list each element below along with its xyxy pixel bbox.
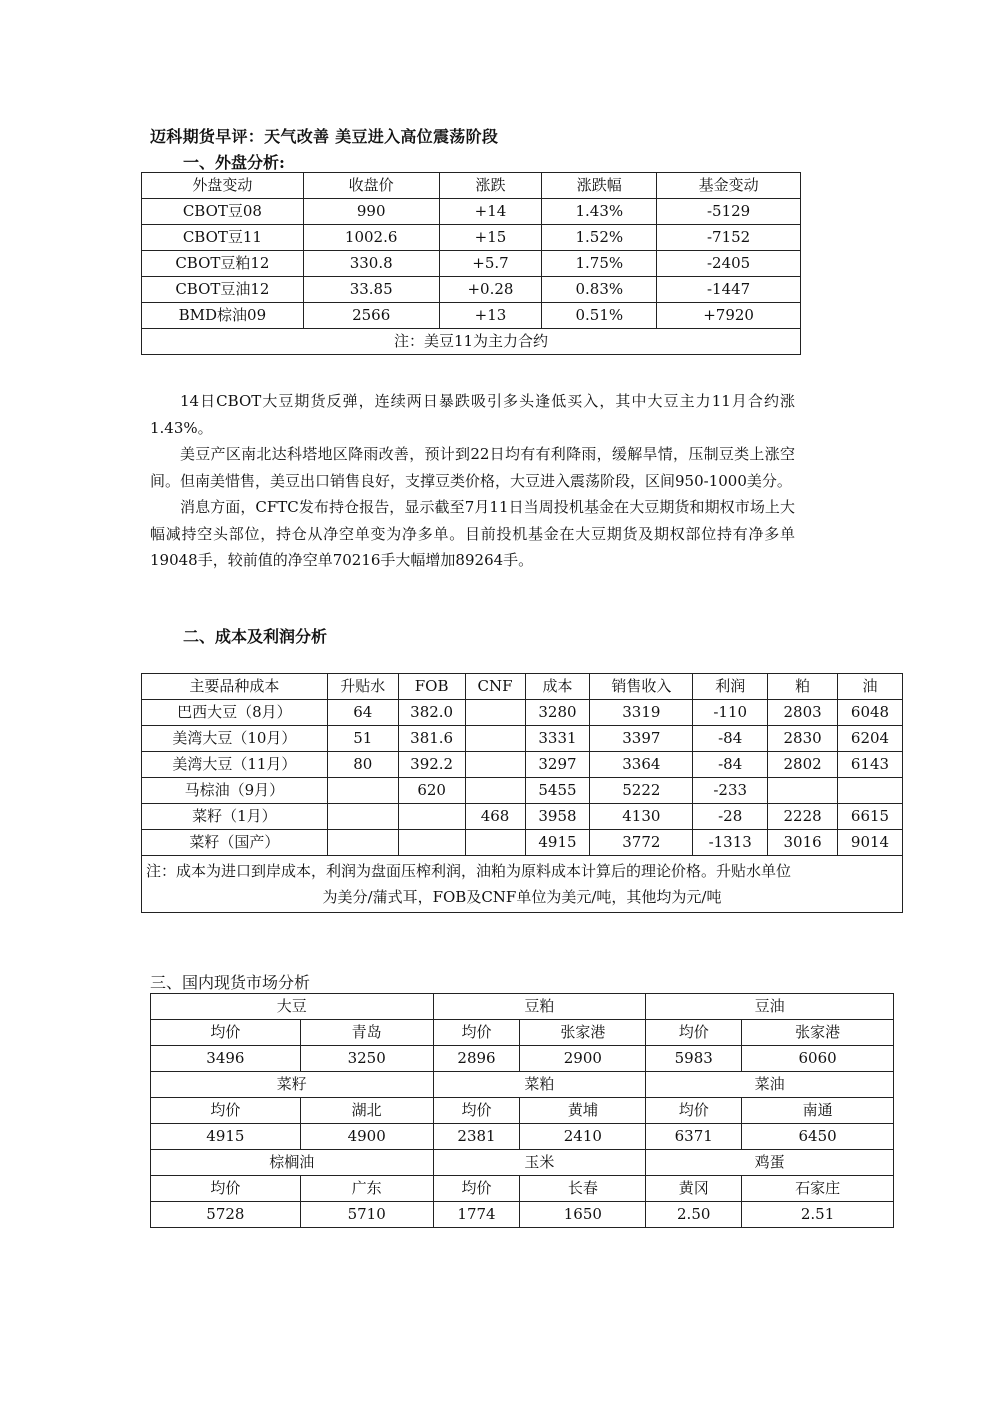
commodity-name: 豆粕 <box>433 994 646 1020</box>
table-row <box>142 700 903 726</box>
table-row <box>142 251 801 277</box>
table-cell: 51 <box>327 726 398 752</box>
note-line: 为美分/蒲式耳，FOB及CNF单位为美元/吨，其他均为元/吨 <box>322 888 722 906</box>
table-cell: 80 <box>327 752 398 778</box>
table-cell: 392.2 <box>398 752 465 778</box>
table-cell <box>327 830 398 856</box>
table-cell: 330.8 <box>303 251 439 277</box>
spot-market-table <box>150 993 894 1228</box>
column-header: 销售收入 <box>590 674 693 700</box>
price-value: 1774 <box>433 1202 520 1228</box>
table-cell: 1.75% <box>542 251 657 277</box>
column-header: 升贴水 <box>327 674 398 700</box>
price-value-row <box>151 1202 894 1228</box>
table-cell: +15 <box>439 225 542 251</box>
table-cell <box>465 830 525 856</box>
price-label: 张家港 <box>742 1020 894 1046</box>
table-cell: 0.51% <box>542 303 657 329</box>
table-cell: 6615 <box>838 804 903 830</box>
table-note-row <box>142 856 903 913</box>
table-cell: 3016 <box>768 830 838 856</box>
price-value: 4915 <box>151 1124 301 1150</box>
table-cell: 美湾大豆（11月） <box>142 752 328 778</box>
price-label: 黄埔 <box>520 1098 646 1124</box>
table-cell: -5129 <box>657 199 801 225</box>
column-header: 涨跌 <box>439 173 542 199</box>
price-label: 长春 <box>520 1176 646 1202</box>
table-cell: +13 <box>439 303 542 329</box>
commodity-name: 豆油 <box>646 994 894 1020</box>
table-cell: +5.7 <box>439 251 542 277</box>
column-header: 成本 <box>525 674 590 700</box>
table-header-row <box>142 674 903 700</box>
table-cell <box>838 778 903 804</box>
table-cell: 3364 <box>590 752 693 778</box>
column-header: 涨跌幅 <box>542 173 657 199</box>
price-label: 广东 <box>300 1176 433 1202</box>
price-value: 2410 <box>520 1124 646 1150</box>
table-cell: 2566 <box>303 303 439 329</box>
note-line: 注：成本为进口到岸成本，利润为盘面压榨利润，油粕为原料成本计算后的理论价格。升贴水单位 <box>146 862 792 880</box>
price-label: 张家港 <box>520 1020 646 1046</box>
price-value: 1650 <box>520 1202 646 1228</box>
table-cell: 9014 <box>838 830 903 856</box>
section3-heading: 三、国内现货市场分析 <box>150 973 311 992</box>
commodity-name-row <box>151 1150 894 1176</box>
table-cell: -2405 <box>657 251 801 277</box>
commodity-name: 玉米 <box>433 1150 646 1176</box>
table-cell: -7152 <box>657 225 801 251</box>
table-row <box>142 225 801 251</box>
commodity-name-row <box>151 1072 894 1098</box>
paragraph: 14日CBOT大豆期货反弹，连续两日暴跌吸引多头逢低买入，其中大豆主力11月合约涨1.43%。 <box>150 392 795 437</box>
price-label: 均价 <box>433 1176 520 1202</box>
commodity-name: 菜粕 <box>433 1072 646 1098</box>
column-header: 利润 <box>693 674 768 700</box>
table-cell: 3772 <box>590 830 693 856</box>
price-label: 石家庄 <box>742 1176 894 1202</box>
report-title: 迈科期货早评：天气改善 美豆进入高位震荡阶段 <box>150 127 499 146</box>
price-value: 3496 <box>151 1046 301 1072</box>
price-label: 南通 <box>742 1098 894 1124</box>
price-label: 湖北 <box>300 1098 433 1124</box>
column-header: 油 <box>838 674 903 700</box>
table-cell <box>768 778 838 804</box>
cost-profit-table <box>141 673 903 913</box>
commodity-name-row <box>151 994 894 1020</box>
column-header: 收盘价 <box>303 173 439 199</box>
price-label: 均价 <box>151 1020 301 1046</box>
price-label: 均价 <box>433 1020 520 1046</box>
table-cell <box>465 778 525 804</box>
table-note <box>142 856 903 913</box>
table-cell: 3280 <box>525 700 590 726</box>
table-cell: 2228 <box>768 804 838 830</box>
table-cell: 33.85 <box>303 277 439 303</box>
table-cell <box>465 700 525 726</box>
price-value: 2900 <box>520 1046 646 1072</box>
column-header: 基金变动 <box>657 173 801 199</box>
table-cell: 3331 <box>525 726 590 752</box>
table-cell <box>465 726 525 752</box>
table-cell: 382.0 <box>398 700 465 726</box>
table-cell: -1313 <box>693 830 768 856</box>
table-cell: +14 <box>439 199 542 225</box>
price-value-row <box>151 1124 894 1150</box>
price-value: 5728 <box>151 1202 301 1228</box>
table-cell: 3319 <box>590 700 693 726</box>
price-label: 青岛 <box>300 1020 433 1046</box>
table-cell: 6048 <box>838 700 903 726</box>
price-value: 6450 <box>742 1124 894 1150</box>
table-cell: 巴西大豆（8月） <box>142 700 328 726</box>
price-value-row <box>151 1046 894 1072</box>
table-cell: 菜籽（国产） <box>142 830 328 856</box>
table-cell: 468 <box>465 804 525 830</box>
paragraph: 消息方面，CFTC发布持仓报告，显示截至7月11日当周投机基金在大豆期货和期权市场上大幅减持空头部位，持仓从净空单变为净多单。目前投机基金在大豆期货及期权部位持有净多单19048手，较前值的净空单70216手大幅增加89264手。 <box>150 498 795 569</box>
column-header: CNF <box>465 674 525 700</box>
table-cell: 64 <box>327 700 398 726</box>
column-header: FOB <box>398 674 465 700</box>
table-cell: CBOT豆粕12 <box>142 251 304 277</box>
table-cell <box>327 778 398 804</box>
price-label: 均价 <box>646 1098 742 1124</box>
table-cell: CBOT豆11 <box>142 225 304 251</box>
table-cell: 3297 <box>525 752 590 778</box>
table-cell: +7920 <box>657 303 801 329</box>
table-row <box>142 804 903 830</box>
commodity-name: 菜油 <box>646 1072 894 1098</box>
table-cell <box>465 752 525 778</box>
section2-heading: 二、成本及利润分析 <box>183 627 328 646</box>
price-value: 2381 <box>433 1124 520 1150</box>
table-cell: 2803 <box>768 700 838 726</box>
table-cell: -233 <box>693 778 768 804</box>
price-label: 均价 <box>646 1020 742 1046</box>
column-header: 主要品种成本 <box>142 674 328 700</box>
table-note: 注：美豆11为主力合约 <box>142 329 801 355</box>
table-cell: 3397 <box>590 726 693 752</box>
commodity-name: 菜籽 <box>151 1072 434 1098</box>
price-value: 6060 <box>742 1046 894 1072</box>
table-cell: -84 <box>693 752 768 778</box>
table-cell: 1002.6 <box>303 225 439 251</box>
commodity-name: 大豆 <box>151 994 434 1020</box>
price-label: 均价 <box>433 1098 520 1124</box>
table-cell: BMD棕油09 <box>142 303 304 329</box>
price-label: 黄冈 <box>646 1176 742 1202</box>
analysis-paragraphs <box>150 388 795 574</box>
table-cell: 4915 <box>525 830 590 856</box>
table-header-row <box>142 173 801 199</box>
table-cell: 6143 <box>838 752 903 778</box>
table-cell: 马棕油（9月） <box>142 778 328 804</box>
table-row <box>142 778 903 804</box>
price-value: 3250 <box>300 1046 433 1072</box>
table-cell: 381.6 <box>398 726 465 752</box>
table-cell: -110 <box>693 700 768 726</box>
price-label-row <box>151 1176 894 1202</box>
table-cell: 620 <box>398 778 465 804</box>
price-value: 2896 <box>433 1046 520 1072</box>
table-cell: 2830 <box>768 726 838 752</box>
table-cell: 990 <box>303 199 439 225</box>
table-row <box>142 830 903 856</box>
table-cell: 菜籽（1月） <box>142 804 328 830</box>
table-row <box>142 726 903 752</box>
table-cell <box>327 804 398 830</box>
price-value: 6371 <box>646 1124 742 1150</box>
table-cell <box>398 804 465 830</box>
table-cell: 4130 <box>590 804 693 830</box>
column-header: 外盘变动 <box>142 173 304 199</box>
price-label: 均价 <box>151 1098 301 1124</box>
price-value: 5983 <box>646 1046 742 1072</box>
section1-heading: 一、外盘分析: <box>183 153 285 172</box>
price-value: 5710 <box>300 1202 433 1228</box>
table-row <box>142 752 903 778</box>
table-cell: +0.28 <box>439 277 542 303</box>
column-header: 粕 <box>768 674 838 700</box>
table-cell: 3958 <box>525 804 590 830</box>
table-cell: CBOT豆08 <box>142 199 304 225</box>
commodity-name: 鸡蛋 <box>646 1150 894 1176</box>
table-note-row <box>142 329 801 355</box>
paragraph: 美豆产区南北达科塔地区降雨改善，预计到22日均有有利降雨，缓解旱情，压制豆类上涨空间。但南美惜售，美豆出口销售良好，支撑豆类价格，大豆进入震荡阶段，区间950-1000美分。 <box>150 445 795 490</box>
table-cell: 5222 <box>590 778 693 804</box>
table-cell: 1.43% <box>542 199 657 225</box>
table-row <box>142 277 801 303</box>
table-cell: -28 <box>693 804 768 830</box>
price-label-row <box>151 1098 894 1124</box>
table-cell: CBOT豆油12 <box>142 277 304 303</box>
price-value: 2.51 <box>742 1202 894 1228</box>
table-cell: 6204 <box>838 726 903 752</box>
commodity-name: 棕榈油 <box>151 1150 434 1176</box>
price-value: 2.50 <box>646 1202 742 1228</box>
price-label: 均价 <box>151 1176 301 1202</box>
table-cell: -84 <box>693 726 768 752</box>
table-cell: 5455 <box>525 778 590 804</box>
table-cell <box>398 830 465 856</box>
table-row <box>142 303 801 329</box>
foreign-market-table <box>141 172 801 355</box>
table-cell: 美湾大豆（10月） <box>142 726 328 752</box>
price-label-row <box>151 1020 894 1046</box>
table-cell: 0.83% <box>542 277 657 303</box>
price-value: 4900 <box>300 1124 433 1150</box>
table-cell: 2802 <box>768 752 838 778</box>
table-row <box>142 199 801 225</box>
table-cell: -1447 <box>657 277 801 303</box>
table-cell: 1.52% <box>542 225 657 251</box>
